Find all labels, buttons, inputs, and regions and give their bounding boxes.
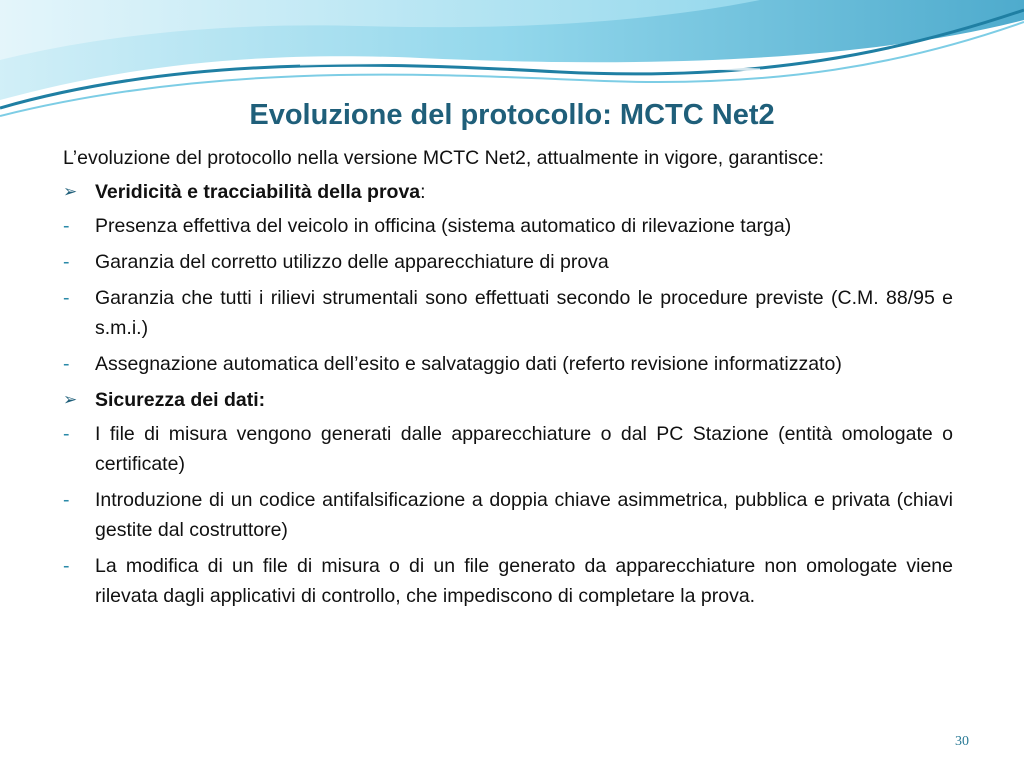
list-item xyxy=(63,211,953,241)
page-number: 30 xyxy=(955,734,969,749)
list-item-text: Introduzione di un codice antifalsificazione a doppia chiave asimmetrica, pubblica e privata (chiavi gestite dal costruttore) xyxy=(95,489,953,541)
dash-bullet: - xyxy=(63,215,70,237)
list-item xyxy=(63,419,953,479)
dash-bullet: - xyxy=(63,287,70,309)
section-heading-text: Sicurezza dei dati: xyxy=(95,389,266,411)
list-item-text: La modifica di un file di misura o di un file generato da apparecchiature non omologate viene rilevata dagli applicativi di controllo, che impediscono di completare la prova. xyxy=(95,555,953,607)
dash-bullet: - xyxy=(63,489,70,511)
list-item-text: Presenza effettiva del veicolo in officina (sistema automatico di rilevazione targa) xyxy=(95,215,792,237)
dash-bullet: - xyxy=(63,251,70,273)
list-item xyxy=(63,247,953,277)
list-item-text: Assegnazione automatica dell’esito e salvataggio dati (referto revisione informatizzato) xyxy=(95,353,842,375)
list-item-text: I file di misura vengono generati dalle apparecchiature o dal PC Stazione (entità omologate o certificate) xyxy=(95,423,953,475)
section-heading-veridicita xyxy=(63,177,953,207)
arrow-bullet-icon: ➢ xyxy=(63,182,78,201)
arrow-bullet-icon: ➢ xyxy=(63,390,78,409)
slide-content xyxy=(63,143,953,617)
list-item xyxy=(63,349,953,379)
slide-title: Evoluzione del protocollo: MCTC Net2 xyxy=(249,99,775,131)
list-item xyxy=(63,551,953,611)
intro-paragraph: L’evoluzione del protocollo nella versione MCTC Net2, attualmente in vigore, garantisce: xyxy=(63,147,824,169)
list-item xyxy=(63,485,953,545)
section-heading-sicurezza xyxy=(63,385,953,415)
dash-bullet: - xyxy=(63,353,70,375)
dash-bullet: - xyxy=(63,423,70,445)
list-item xyxy=(63,283,953,343)
section-heading-text: Veridicità e tracciabilità della prova: xyxy=(95,181,426,203)
list-item-text: Garanzia del corretto utilizzo delle apparecchiature di prova xyxy=(95,251,609,273)
list-item-text: Garanzia che tutti i rilievi strumentali sono effettuati secondo le procedure previste (C.M. 88/95 e s.m.i.) xyxy=(95,287,953,339)
dash-bullet: - xyxy=(63,555,70,577)
